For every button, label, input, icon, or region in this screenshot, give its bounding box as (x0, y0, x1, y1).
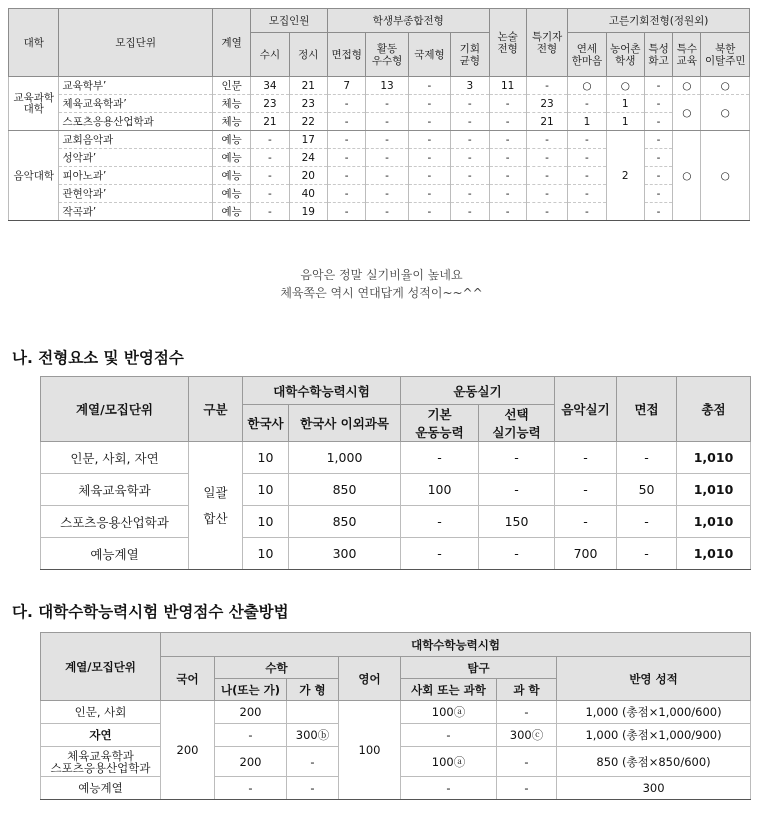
science-cell: - (497, 701, 557, 724)
field-cell: 인문 (212, 77, 250, 95)
univ-cell: 교육과학 대학 (9, 77, 59, 131)
special-cell: - (644, 131, 672, 149)
col-nk: 북한 이탈주민 (701, 33, 750, 77)
music-cell: - (555, 506, 617, 538)
national-cell: - (408, 167, 450, 185)
kh-cell: 10 (243, 538, 289, 570)
yonsei-cell: ○ (568, 77, 606, 95)
col-social: 사회 또는 과학 (401, 679, 497, 701)
table-row (41, 538, 751, 570)
result-cell: 300 (557, 777, 751, 800)
english-cell: 100 (339, 701, 401, 800)
jeongsi-cell: 23 (289, 95, 327, 113)
unit-cell: 예능계열 (41, 777, 161, 800)
result-cell: 1,000 (총점×1,000/600) (557, 701, 751, 724)
col-suneung: 대학수학능력시험 (243, 377, 401, 405)
yonsei-cell: - (568, 167, 606, 185)
col-type: 구분 (189, 377, 243, 442)
col-balance: 기회 균형 (451, 33, 489, 77)
field-cell: 체능 (212, 113, 250, 131)
col-field: 계열 (212, 9, 250, 77)
activity-cell: 13 (366, 77, 408, 95)
yonsei-cell: - (568, 131, 606, 149)
table-row (41, 474, 751, 506)
unit-cell: 예능계열 (41, 538, 189, 570)
special-ed-cell: ○ (673, 131, 701, 221)
score-weights-table (40, 376, 751, 570)
math-na-cell: 200 (215, 701, 287, 724)
balance-cell: - (451, 185, 489, 203)
susi-cell: - (251, 203, 289, 221)
essay-cell: 11 (489, 77, 526, 95)
essay-cell: - (489, 185, 526, 203)
other-cell: 850 (289, 506, 401, 538)
essay-cell: - (489, 113, 526, 131)
balance-cell: 3 (451, 77, 489, 95)
col-quota: 모집인원 (251, 9, 328, 33)
balance-cell: - (451, 131, 489, 149)
essay-cell: - (489, 131, 526, 149)
other-cell: 850 (289, 474, 401, 506)
col-national: 국제형 (408, 33, 450, 77)
susi-cell: - (251, 167, 289, 185)
unit-cell: 교육학부’ (59, 77, 212, 95)
col-inquiry: 탐구 (401, 657, 557, 679)
col-science: 과 학 (497, 679, 557, 701)
national-cell: - (408, 113, 450, 131)
activity-cell: - (366, 131, 408, 149)
jeongsi-cell: 22 (289, 113, 327, 131)
other-cell: 300 (289, 538, 401, 570)
jeongsi-cell: 24 (289, 149, 327, 167)
col-result: 반영 성적 (557, 657, 751, 701)
nk-cell: ○ (701, 77, 750, 95)
elective-cell: 150 (479, 506, 555, 538)
yonsei-cell: 1 (568, 113, 606, 131)
jeongsi-cell: 19 (289, 203, 327, 221)
talent-cell: - (526, 131, 567, 149)
kh-cell: 10 (243, 474, 289, 506)
rural-cell: 2 (606, 131, 644, 221)
interview-cell: - (617, 442, 677, 474)
interview-cell: - (328, 149, 366, 167)
activity-cell: - (366, 113, 408, 131)
special-cell: - (644, 95, 672, 113)
note-line-2: 체육쪽은 역시 연대답게 성적이~~^^ (280, 286, 483, 300)
col-math-na: 나(또는 가) (215, 679, 287, 701)
math-ga-cell (287, 701, 339, 724)
math-ga-cell: - (287, 777, 339, 800)
type-cell: 일괄 합산 (189, 442, 243, 570)
social-cell: - (401, 777, 497, 800)
yonsei-cell: - (568, 95, 606, 113)
col-special-ed: 특수 교육 (673, 33, 701, 77)
special-cell: - (644, 203, 672, 221)
music-cell: 700 (555, 538, 617, 570)
balance-cell: - (451, 167, 489, 185)
note-line-1: 음악은 정말 실기비율이 높네요 (300, 268, 463, 282)
balance-cell: - (451, 149, 489, 167)
col-hakjong: 학생부종합전형 (328, 9, 490, 33)
unit-cell: 체육교육학과’ (59, 95, 212, 113)
col-math-ga: 가 형 (287, 679, 339, 701)
col-jeongsi: 정시 (289, 33, 327, 77)
unit-cell: 스포츠응용산업학과 (59, 113, 212, 131)
table-row (9, 77, 750, 95)
unit-cell: 성악과’ (59, 149, 212, 167)
col-korean: 국어 (161, 657, 215, 701)
talent-cell: 23 (526, 95, 567, 113)
unit-cell: 인문, 사회, 자연 (41, 442, 189, 474)
univ-cell: 음악대학 (9, 131, 59, 221)
unit-cell: 체육교육학과 스포츠응용산업학과 (41, 747, 161, 777)
jeongsi-cell: 21 (289, 77, 327, 95)
unit-cell: 스포츠응용산업학과 (41, 506, 189, 538)
col-talent: 특기자 전형 (526, 9, 567, 77)
balance-cell: - (451, 203, 489, 221)
table-row (9, 113, 750, 131)
col-unit: 계열/모집단위 (41, 633, 161, 701)
col-rural: 농어촌 학생 (606, 33, 644, 77)
elective-cell: - (479, 538, 555, 570)
table-row (9, 95, 750, 113)
col-susi: 수시 (251, 33, 289, 77)
national-cell: - (408, 131, 450, 149)
field-cell: 예능 (212, 185, 250, 203)
col-interview: 면접형 (328, 33, 366, 77)
activity-cell: - (366, 95, 408, 113)
essay-cell: - (489, 95, 526, 113)
korean-cell: 200 (161, 701, 215, 800)
col-univ: 대학 (9, 9, 59, 77)
col-interview: 면접 (617, 377, 677, 442)
social-cell: 100ⓐ (401, 701, 497, 724)
total-cell: 1,010 (677, 538, 751, 570)
national-cell: - (408, 77, 450, 95)
kh-cell: 10 (243, 442, 289, 474)
field-cell: 예능 (212, 131, 250, 149)
essay-cell: - (489, 203, 526, 221)
col-unit: 모집단위 (59, 9, 212, 77)
col-basic: 기본 운동능력 (401, 405, 479, 442)
math-ga-cell: - (287, 747, 339, 777)
nk-cell: ○ (701, 131, 750, 221)
table-row (41, 442, 751, 474)
result-cell: 850 (총점×850/600) (557, 747, 751, 777)
special-cell: - (644, 149, 672, 167)
unit-cell: 체육교육학과 (41, 474, 189, 506)
yonsei-cell: - (568, 149, 606, 167)
interview-cell: - (617, 506, 677, 538)
jeongsi-cell: 40 (289, 185, 327, 203)
col-elective: 선택 실기능력 (479, 405, 555, 442)
interview-cell: - (328, 113, 366, 131)
activity-cell: - (366, 203, 408, 221)
science-cell: 300ⓒ (497, 724, 557, 747)
talent-cell: - (526, 203, 567, 221)
col-korean-history: 한국사 (243, 405, 289, 442)
total-cell: 1,010 (677, 506, 751, 538)
balance-cell: - (451, 95, 489, 113)
col-yonsei: 연세 한마음 (568, 33, 606, 77)
col-math: 수학 (215, 657, 339, 679)
admission-quota-table (8, 8, 750, 221)
unit-cell: 인문, 사회 (41, 701, 161, 724)
music-cell: - (555, 442, 617, 474)
national-cell: - (408, 149, 450, 167)
col-sports: 운동실기 (401, 377, 555, 405)
interview-cell: - (328, 203, 366, 221)
interview-cell: - (328, 95, 366, 113)
rural-cell: ○ (606, 77, 644, 95)
section-title-c: 다. 대학수학능력시험 반영점수 산출방법 (12, 603, 289, 621)
essay-cell: - (489, 149, 526, 167)
col-total: 총점 (677, 377, 751, 442)
music-cell: - (555, 474, 617, 506)
math-na-cell: - (215, 777, 287, 800)
talent-cell: - (526, 167, 567, 185)
suneung-calc-table (40, 632, 751, 800)
math-na-cell: 200 (215, 747, 287, 777)
math-ga-cell: 300ⓑ (287, 724, 339, 747)
other-cell: 1,000 (289, 442, 401, 474)
yonsei-cell: - (568, 203, 606, 221)
science-cell: - (497, 747, 557, 777)
essay-cell: - (489, 167, 526, 185)
activity-cell: - (366, 149, 408, 167)
national-cell: - (408, 95, 450, 113)
nk-cell: ○ (701, 95, 750, 131)
col-suneung: 대학수학능력시험 (161, 633, 751, 657)
unit-cell: 교회음악과 (59, 131, 212, 149)
interview-cell: - (328, 185, 366, 203)
special-cell: - (644, 113, 672, 131)
field-cell: 예능 (212, 167, 250, 185)
susi-cell: 21 (251, 113, 289, 131)
elective-cell: - (479, 474, 555, 506)
total-cell: 1,010 (677, 442, 751, 474)
unit-cell: 자연 (41, 724, 161, 747)
unit-cell: 피아노과’ (59, 167, 212, 185)
section-title-b: 나. 전형요소 및 반영점수 (12, 349, 184, 367)
science-cell: - (497, 777, 557, 800)
rural-cell: 1 (606, 113, 644, 131)
talent-cell: - (526, 77, 567, 95)
special-cell: - (644, 77, 672, 95)
col-unit: 계열/모집단위 (41, 377, 189, 442)
jeongsi-cell: 20 (289, 167, 327, 185)
interview-cell: - (328, 131, 366, 149)
table-row (41, 701, 751, 724)
unit-cell: 작곡과’ (59, 203, 212, 221)
field-cell: 예능 (212, 149, 250, 167)
jeongsi-cell: 17 (289, 131, 327, 149)
total-cell: 1,010 (677, 474, 751, 506)
elective-cell: - (479, 442, 555, 474)
field-cell: 체능 (212, 95, 250, 113)
col-essay: 논술 전형 (489, 9, 526, 77)
kh-cell: 10 (243, 506, 289, 538)
interview-cell: 7 (328, 77, 366, 95)
basic-cell: - (401, 442, 479, 474)
susi-cell: - (251, 149, 289, 167)
activity-cell: - (366, 167, 408, 185)
special-cell: - (644, 185, 672, 203)
yonsei-cell: - (568, 185, 606, 203)
basic-cell: - (401, 538, 479, 570)
special-cell: - (644, 167, 672, 185)
rural-cell: 1 (606, 95, 644, 113)
table-row (9, 131, 750, 149)
interview-cell: 50 (617, 474, 677, 506)
social-cell: - (401, 724, 497, 747)
col-special: 특성 화고 (644, 33, 672, 77)
talent-cell: - (526, 185, 567, 203)
balance-cell: - (451, 113, 489, 131)
result-cell: 1,000 (총점×1,000/900) (557, 724, 751, 747)
interview-cell: - (617, 538, 677, 570)
interview-cell: - (328, 167, 366, 185)
col-music: 음악실기 (555, 377, 617, 442)
national-cell: - (408, 185, 450, 203)
susi-cell: 34 (251, 77, 289, 95)
basic-cell: 100 (401, 474, 479, 506)
activity-cell: - (366, 185, 408, 203)
table-row (41, 506, 751, 538)
basic-cell: - (401, 506, 479, 538)
col-activity: 활동 우수형 (366, 33, 408, 77)
col-other-subjects: 한국사 이외과목 (289, 405, 401, 442)
susi-cell: 23 (251, 95, 289, 113)
col-equal: 고른기회전형(정원외) (568, 9, 750, 33)
talent-cell: 21 (526, 113, 567, 131)
susi-cell: - (251, 131, 289, 149)
unit-cell: 관현악과’ (59, 185, 212, 203)
special-ed-cell: ○ (673, 77, 701, 95)
national-cell: - (408, 203, 450, 221)
field-cell: 예능 (212, 203, 250, 221)
special-ed-cell: ○ (673, 95, 701, 131)
susi-cell: - (251, 185, 289, 203)
col-english: 영어 (339, 657, 401, 701)
social-cell: 100ⓐ (401, 747, 497, 777)
math-na-cell: - (215, 724, 287, 747)
talent-cell: - (526, 149, 567, 167)
